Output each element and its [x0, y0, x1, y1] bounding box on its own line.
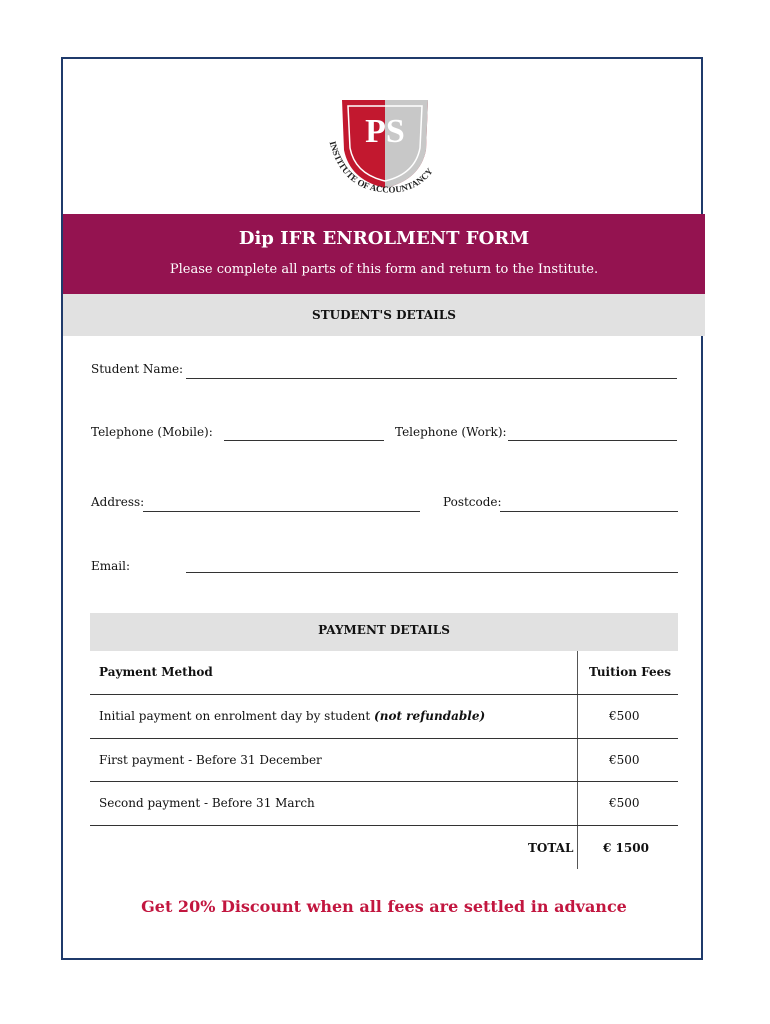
table-row-2-fee: €500 [609, 753, 640, 767]
total-value: € 1500 [603, 841, 649, 855]
table-row-2-method: First payment - Before 31 December [99, 753, 322, 767]
header-banner [63, 214, 705, 294]
table-row-3-fee: €500 [609, 796, 640, 810]
student-name-field[interactable] [186, 378, 677, 379]
payment-details-heading: PAYMENT DETAILS [90, 613, 678, 651]
not-refundable-note: (not refundable) [374, 709, 486, 723]
table-rule [90, 694, 678, 695]
logo-letters: PS [365, 113, 405, 150]
tel-work-field[interactable] [508, 440, 677, 441]
email-label: Email: [91, 559, 131, 573]
form-subtitle: Please complete all parts of this form and return to the Institute. [169, 262, 599, 277]
discount-offer: Get 20% Discount when all fees are settled in advance [141, 897, 627, 916]
tel-mobile-label: Telephone (Mobile): [91, 425, 213, 439]
table-rule [90, 825, 678, 826]
student-name-label: Student Name: [91, 362, 184, 376]
address-label: Address: [91, 495, 145, 509]
total-label: TOTAL [528, 841, 574, 855]
address-field[interactable] [143, 511, 420, 512]
tel-mobile-field[interactable] [224, 440, 384, 441]
institute-logo [320, 80, 450, 200]
table-row-1-method: Initial payment on enrolment day by student (not refundable) [99, 709, 486, 723]
students-details-heading: STUDENT'S DETAILS [63, 294, 705, 336]
table-column-divider [577, 651, 578, 869]
col-header-method: Payment Method [99, 665, 213, 679]
email-field[interactable] [186, 572, 678, 573]
tel-work-label: Telephone (Work): [395, 425, 507, 439]
table-row-1-fee: €500 [609, 709, 640, 723]
logo-arc-text: INSTITUTE OF ACCOUNTANCY [327, 140, 435, 195]
postcode-label: Postcode: [443, 495, 502, 509]
postcode-field[interactable] [500, 511, 678, 512]
form-title: Dip IFR ENROLMENT FORM [238, 228, 530, 249]
col-header-fees: Tuition Fees [589, 665, 672, 679]
table-rule [90, 781, 678, 782]
table-rule [90, 738, 678, 739]
table-row-3-method: Second payment - Before 31 March [99, 796, 315, 810]
